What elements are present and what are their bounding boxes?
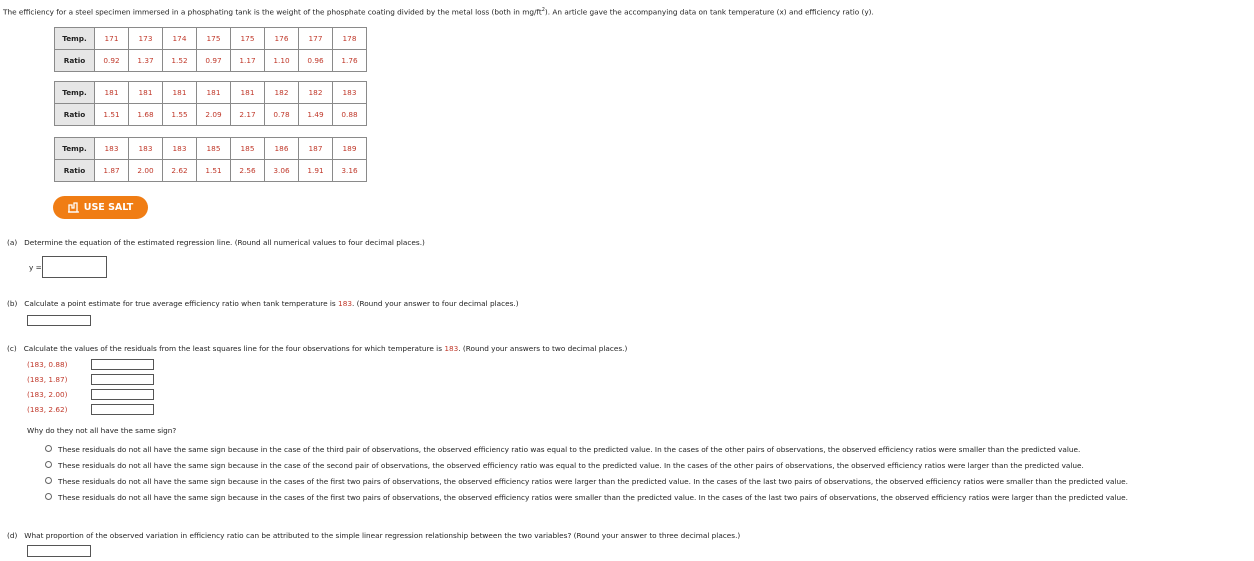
- ratio-cell: 1.55: [163, 104, 197, 126]
- temp-cell: 187: [299, 138, 333, 160]
- part-d-question: [7, 531, 740, 540]
- temp-cell: 171: [95, 28, 129, 50]
- ratio-cell: 0.92: [95, 50, 129, 72]
- temp-cell: 189: [333, 138, 367, 160]
- ratio-cell: 1.52: [163, 50, 197, 72]
- part-d-text: What proportion of the observed variation in efficiency ratio can be attributed to the simple linear regression relationship between the two variables? (Round your answer to three decimal places.): [24, 531, 741, 540]
- proportion-input[interactable]: [27, 545, 91, 557]
- temp-cell: 182: [299, 82, 333, 104]
- ratio-cell: 1.17: [231, 50, 265, 72]
- ratio-cell: 2.62: [163, 160, 197, 182]
- part-b-label: (b): [7, 299, 18, 308]
- residual-input-1[interactable]: [91, 359, 154, 370]
- regression-equation-input[interactable]: [42, 256, 107, 278]
- ratio-row: [55, 50, 367, 72]
- temp-cell: 181: [95, 82, 129, 104]
- temp-cell: 175: [197, 28, 231, 50]
- ratio-cell: 2.00: [129, 160, 163, 182]
- temp-row: [55, 28, 367, 50]
- ratio-cell: 1.91: [299, 160, 333, 182]
- temp-cell: 177: [299, 28, 333, 50]
- ratio-header: Ratio: [55, 50, 95, 72]
- ratio-cell: 2.56: [231, 160, 265, 182]
- temp-cell: 186: [265, 138, 299, 160]
- ratio-cell: 0.78: [265, 104, 299, 126]
- ratio-cell: 1.51: [197, 160, 231, 182]
- part-a-label: (a): [7, 238, 18, 247]
- ratio-cell: 1.68: [129, 104, 163, 126]
- ratio-cell: 3.06: [265, 160, 299, 182]
- part-b-text-post: . (Round your answer to four decimal places.): [351, 299, 519, 308]
- temp-row: [55, 82, 367, 104]
- intro-text-post: ). An article gave the accompanying data on tank temperature (x) and efficiency ratio (y).: [544, 7, 874, 17]
- part-c-temp: 183: [444, 344, 459, 353]
- use-salt-label: USE SALT: [83, 202, 134, 213]
- ratio-cell: 3.16: [333, 160, 367, 182]
- data-table-1: [54, 27, 367, 72]
- residual-pair-label: (183, 1.87): [27, 375, 68, 384]
- part-a-text: Determine the equation of the estimated regression line. (Round all numerical values to four decimal places.): [24, 238, 425, 247]
- temp-header: Temp.: [55, 138, 95, 160]
- temp-cell: 183: [129, 138, 163, 160]
- intro-superscript: 2: [541, 7, 545, 13]
- ratio-cell: 1.37: [129, 50, 163, 72]
- option-text-1: These residuals do not all have the same sign because in the case of the third pair of observations, the observed efficiency ratio was equal to the predicted value. In the cases of the other pairs of observations, the observed efficiency ratios were smaller than the predicted value.: [58, 445, 1081, 454]
- temp-cell: 185: [197, 138, 231, 160]
- temp-cell: 183: [333, 82, 367, 104]
- ratio-row: [55, 104, 367, 126]
- temp-cell: 183: [95, 138, 129, 160]
- sign-question: Why do they not all have the same sign?: [27, 426, 177, 435]
- ratio-cell: 1.49: [299, 104, 333, 126]
- temp-cell: 182: [265, 82, 299, 104]
- residual-input-2[interactable]: [91, 374, 154, 385]
- residual-pair-label: (183, 0.88): [27, 360, 68, 369]
- part-a-question: [7, 238, 425, 247]
- y-equals-label: y =: [29, 263, 42, 272]
- temp-header: Temp.: [55, 82, 95, 104]
- part-b-temp: 183: [338, 299, 352, 308]
- ratio-cell: 2.17: [231, 104, 265, 126]
- option-radio-2[interactable]: [45, 461, 52, 468]
- ratio-cell: 1.51: [95, 104, 129, 126]
- ratio-header: Ratio: [55, 160, 95, 182]
- ratio-cell: 0.96: [299, 50, 333, 72]
- part-c-text-post: . (Round your answers to two decimal places.): [458, 344, 628, 353]
- option-text-4: These residuals do not all have the same sign because in the cases of the first two pairs of observations, the observed efficiency ratios were smaller than the predicted value. In the cases of the last two pairs of observations, the observed efficiency ratios were larger than the predicted value.: [58, 493, 1128, 502]
- temp-cell: 185: [231, 138, 265, 160]
- temp-cell: 183: [163, 138, 197, 160]
- temp-row: [55, 138, 367, 160]
- temp-cell: 181: [197, 82, 231, 104]
- option-text-3: These residuals do not all have the same sign because in the cases of the first two pairs of observations, the observed efficiency ratios were larger than the predicted value. In the cases of the last two pairs of observations, the observed efficiency ratios were smaller than the predicted value.: [58, 477, 1128, 486]
- residual-input-4[interactable]: [91, 404, 154, 415]
- use-salt-button[interactable]: [53, 196, 148, 219]
- ratio-header: Ratio: [55, 104, 95, 126]
- part-b-question: [7, 299, 519, 308]
- temp-cell: 176: [265, 28, 299, 50]
- ratio-cell: 1.76: [333, 50, 367, 72]
- temp-cell: 178: [333, 28, 367, 50]
- part-c-label: (c): [7, 344, 17, 353]
- intro-text-pre: The efficiency for a steel specimen immersed in a phosphating tank is the weight of the phosphate coating divided by the metal loss (both in mg/ft: [3, 7, 542, 17]
- option-radio-1[interactable]: [45, 445, 52, 452]
- problem-intro: [3, 7, 874, 16]
- ratio-row: [55, 160, 367, 182]
- data-table-2: [54, 81, 367, 126]
- data-table-3: [54, 137, 367, 182]
- ratio-cell: 1.87: [95, 160, 129, 182]
- salt-icon: [68, 202, 79, 213]
- temp-cell: 181: [231, 82, 265, 104]
- part-c-text-pre: Calculate the values of the residuals from the least squares line for the four observations for which temperature is: [23, 344, 445, 353]
- temp-cell: 173: [129, 28, 163, 50]
- ratio-cell: 1.10: [265, 50, 299, 72]
- residual-input-3[interactable]: [91, 389, 154, 400]
- ratio-cell: 0.88: [333, 104, 367, 126]
- temp-cell: 175: [231, 28, 265, 50]
- temp-header: Temp.: [55, 28, 95, 50]
- ratio-cell: 0.97: [197, 50, 231, 72]
- part-c-question: [7, 344, 627, 353]
- temp-cell: 181: [163, 82, 197, 104]
- option-text-2: These residuals do not all have the same sign because in the case of the second pair of observations, the observed efficiency ratio was equal to the predicted value. In the cases of the other pairs of observations, the observed efficiency ratios were larger than the predicted value.: [58, 461, 1084, 470]
- point-estimate-input[interactable]: [27, 315, 91, 326]
- part-b-text-pre: Calculate a point estimate for true average efficiency ratio when tank temperature is: [24, 299, 339, 308]
- option-radio-4[interactable]: [45, 493, 52, 500]
- temp-cell: 174: [163, 28, 197, 50]
- residual-pair-label: (183, 2.62): [27, 405, 68, 414]
- residual-pair-label: (183, 2.00): [27, 390, 68, 399]
- ratio-cell: 2.09: [197, 104, 231, 126]
- temp-cell: 181: [129, 82, 163, 104]
- part-d-label: (d): [7, 531, 18, 540]
- option-radio-3[interactable]: [45, 477, 52, 484]
